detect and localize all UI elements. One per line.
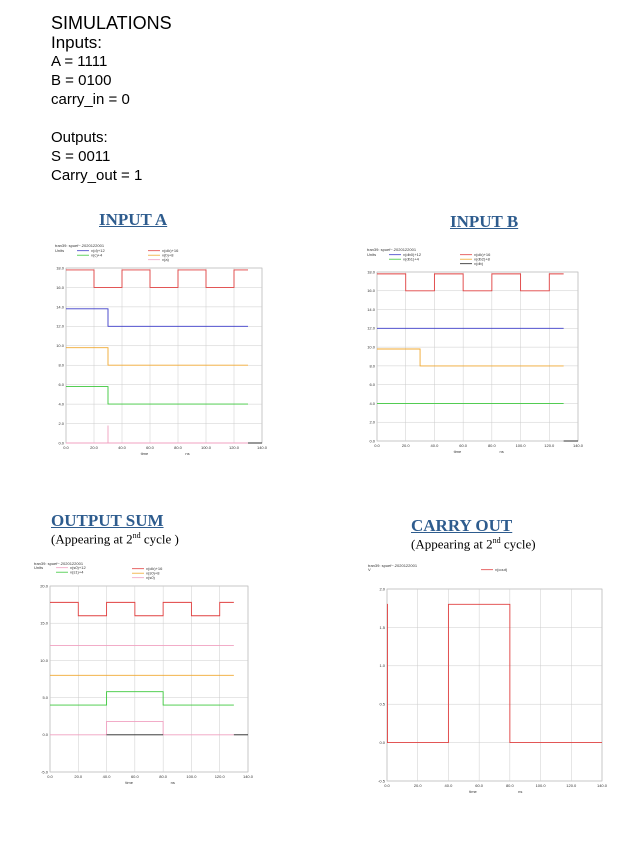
x-tick-label: 0.0 [47, 774, 53, 779]
legend-entry: v(db2)+8 [474, 256, 490, 262]
carry-out-chart [366, 564, 611, 800]
y-tick-label: 10.0 [40, 657, 48, 663]
series-trace-v-clk-16 [50, 602, 234, 615]
series-trace-v-s0- [50, 721, 234, 734]
x-tick-label: 100.0 [535, 783, 546, 788]
x-tick-label: 120.0 [544, 443, 555, 448]
output-sum-subtitle-pre: (Appearing at 2 [51, 531, 133, 547]
x-tick-label: 0.0 [384, 783, 390, 788]
legend-entry: v(s0) [146, 575, 155, 580]
input-b-chart [364, 248, 584, 462]
series-trace-v-c-4 [66, 387, 248, 405]
y-tick-label: 14.0 [367, 306, 375, 312]
x-axis-unit: ns [518, 789, 523, 794]
x-tick-label: 60.0 [475, 783, 484, 788]
y-tick-label: 2.0 [379, 586, 385, 592]
carry-out-subtitle-post: cycle) [500, 536, 536, 552]
legend-entry: v(c)+4 [91, 252, 103, 258]
chart-units: Units [367, 252, 377, 257]
y-tick-label: 2.0 [58, 420, 64, 426]
y-tick-label: 10.0 [367, 344, 375, 350]
plot-frame [50, 586, 248, 772]
chart-header: tran39: spuef~.2020122001 [55, 243, 105, 248]
carry-out-value: Carry_out = 1 [51, 167, 143, 184]
outputs-label: Outputs: [51, 129, 108, 146]
plot-frame [387, 589, 602, 781]
x-axis-label: time [125, 780, 133, 785]
x-tick-label: 100.0 [515, 443, 526, 448]
x-tick-label: 0.0 [63, 445, 69, 450]
output-sum-heading: OUTPUT SUM [51, 511, 164, 530]
x-tick-label: 140.0 [242, 774, 254, 779]
input-b-heading: INPUT B [450, 212, 519, 231]
y-tick-label: 20.0 [40, 583, 48, 589]
x-axis-label: time [453, 449, 462, 454]
legend-entry: v(clk)+16 [146, 566, 163, 571]
y-tick-label: 0.0 [369, 438, 375, 444]
x-tick-label: 140.0 [572, 443, 584, 448]
x-tick-label: 140.0 [256, 445, 268, 450]
x-tick-label: 20.0 [413, 783, 422, 788]
y-tick-label: -5.0 [41, 769, 48, 775]
carry-out-subtitle [411, 536, 536, 552]
simulations-title: SIMULATIONS [51, 13, 172, 33]
y-tick-label: 1.0 [379, 663, 385, 669]
carry-out-subtitle-sup: nd [492, 536, 501, 545]
legend-entry: v(db) [474, 261, 484, 266]
x-tick-label: 60.0 [146, 445, 154, 450]
x-tick-label: 40.0 [444, 783, 453, 788]
y-tick-label: 0.0 [58, 440, 64, 446]
chart-units: Units [55, 248, 65, 253]
output-sum-subtitle [51, 531, 179, 547]
y-tick-label: 18.0 [367, 269, 375, 275]
series-trace-v-db2-8 [377, 349, 564, 366]
x-axis-label: time [469, 789, 477, 794]
x-axis-unit: ns [185, 451, 190, 456]
chart-header: tran39: spuef~.2020122001 [368, 563, 418, 568]
x-axis-unit: ns [170, 780, 175, 785]
x-tick-label: 40.0 [118, 445, 126, 450]
carry-out-heading: CARRY OUT [411, 516, 513, 535]
x-tick-label: 80.0 [174, 445, 182, 450]
x-tick-label: 40.0 [430, 443, 439, 448]
y-tick-label: 4.0 [58, 401, 64, 407]
y-tick-label: -0.5 [378, 778, 385, 784]
x-tick-label: 0.0 [374, 443, 380, 448]
series-trace-v-d-12 [66, 309, 248, 327]
y-tick-label: 0.5 [379, 701, 385, 707]
y-tick-label: 12.0 [367, 325, 375, 331]
series-trace-v-clk-16 [66, 270, 248, 288]
x-tick-label: 20.0 [74, 774, 83, 779]
spacer [51, 109, 172, 128]
series-trace-v-cout- [387, 604, 602, 742]
y-tick-label: 6.0 [58, 382, 64, 388]
legend-entry: v(s0)+12 [70, 565, 86, 570]
legend-entry: v(db0)+12 [403, 252, 422, 257]
y-tick-label: 15.0 [40, 620, 48, 626]
y-tick-label: 4.0 [369, 400, 375, 406]
y-tick-label: 18.0 [56, 265, 64, 271]
x-tick-label: 120.0 [566, 783, 577, 788]
legend-entry: v(d)+12 [91, 248, 105, 253]
y-tick-label: 12.0 [56, 323, 64, 329]
x-tick-label: 140.0 [596, 783, 608, 788]
legend-entry: v(clk)+16 [474, 252, 491, 257]
x-tick-label: 80.0 [487, 443, 496, 448]
y-tick-label: 8.0 [58, 362, 64, 368]
series-trace-v-s1-4 [50, 692, 234, 705]
x-tick-label: 100.0 [200, 445, 212, 450]
chart-units: V [368, 567, 371, 572]
x-tick-label: 20.0 [401, 443, 410, 448]
y-tick-label: 2.0 [369, 419, 375, 425]
x-axis-unit: ns [499, 449, 504, 454]
x-tick-label: 20.0 [90, 445, 98, 450]
plot-frame [66, 268, 262, 443]
x-tick-label: 100.0 [186, 774, 197, 779]
y-tick-label: 16.0 [367, 288, 375, 294]
y-tick-label: 10.0 [56, 343, 64, 349]
input-a-chart [52, 244, 267, 462]
x-tick-label: 60.0 [130, 774, 139, 779]
x-tick-label: 80.0 [505, 783, 514, 788]
y-tick-label: 5.0 [42, 695, 48, 700]
input-a-heading: INPUT A [99, 210, 168, 229]
legend-entry: v(db1)+4 [403, 256, 419, 262]
inputs-label: Inputs: [51, 33, 103, 52]
input-b-value: B = 0100 [51, 72, 112, 89]
y-tick-label: 8.0 [369, 363, 375, 369]
x-tick-label: 40.0 [102, 774, 111, 779]
y-tick-label: 0.0 [379, 740, 385, 745]
carry-out-subtitle-pre: (Appearing at 2 [411, 536, 493, 552]
y-tick-label: 6.0 [369, 382, 375, 388]
sum-value: S = 0011 [51, 148, 111, 165]
series-trace-v-clk-16 [377, 274, 564, 291]
legend-entry: v(b)+8 [162, 252, 174, 258]
y-tick-label: 1.5 [379, 624, 385, 630]
output-sum-subtitle-post: cycle ) [140, 531, 179, 547]
x-tick-label: 120.0 [214, 774, 225, 779]
simulation-summary [51, 14, 172, 185]
legend-entry: v(cout) [495, 567, 508, 572]
chart-header: tran39: spuef~.2020122001 [367, 247, 417, 252]
x-tick-label: 80.0 [159, 774, 168, 779]
y-tick-label: 0.0 [42, 732, 48, 738]
y-tick-label: 14.0 [56, 304, 64, 310]
chart-header: tran39: spuef~.2020122001 [34, 561, 84, 566]
chart-units: Units [34, 565, 44, 570]
legend-entry: v(a) [162, 257, 169, 262]
series-trace-v-b-8 [66, 348, 248, 366]
series-trace-v-a- [66, 426, 248, 444]
x-tick-label: 60.0 [459, 443, 468, 448]
y-tick-label: 16.0 [56, 284, 64, 290]
legend-entry: v(s0)+8 [146, 570, 160, 576]
output-sum-subtitle-sup: nd [132, 531, 141, 540]
input-a-value: A = 1111 [51, 53, 108, 70]
output-sum-chart [32, 562, 257, 792]
x-tick-label: 120.0 [228, 445, 240, 450]
plot-frame [377, 272, 578, 441]
x-axis-label: time [140, 451, 149, 456]
legend-entry: v(clk)+16 [162, 248, 179, 253]
carry-in-value: carry_in = 0 [51, 91, 130, 108]
legend-entry: v(s1)+4 [70, 569, 84, 575]
